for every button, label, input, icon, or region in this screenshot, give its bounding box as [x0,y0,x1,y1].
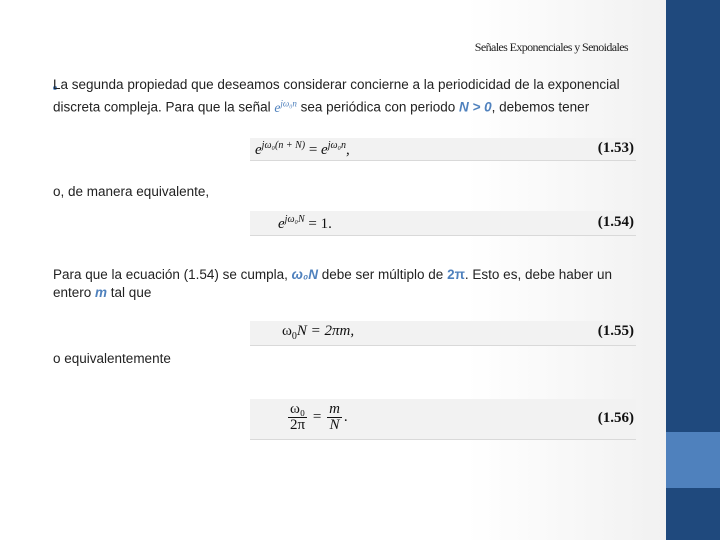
eq-1-56-equals: = [312,408,322,425]
equation-number-1-54: (1.54) [597,214,634,230]
equation-number-1-53: (1.53) [597,140,634,156]
paragraph-3-line-2 [53,284,151,302]
paragraph-1-line-1: La segunda propiedad que deseamos considerar concierne a la periodicidad de la exponencial [53,77,620,92]
eq-1-56-tail: . [343,408,348,425]
eq-1-53-equals: = [305,142,322,158]
paragraph-3-text-e: tal que [107,285,152,300]
equation-1-55-math [282,323,354,342]
eq-1-56-fraction-left [288,402,307,433]
paragraph-1-text-c: , debemos tener [491,99,590,115]
eq-1-53-rhs-exponent: jω₀n [327,140,347,151]
paragraph-1-text-a: discreta compleja. Para que la señal [53,99,275,115]
equation-1-54 [250,211,636,236]
eq-1-56-frac-right-den: N [329,417,340,433]
equation-number-1-56: (1.56) [597,410,634,426]
eq-1-54-lhs-exponent: jω₀N [284,214,305,225]
paragraph-1-text-b: sea periódica con periodo [296,99,459,115]
eq-1-53-lhs-base: e [255,142,262,158]
omega-n-term: ω₀N [291,267,318,282]
paragraph-3-text-d: entero [53,285,96,300]
two-pi-term: 2π [447,267,465,282]
eq-1-56-frac-left-den: 2π [290,417,306,433]
eq-1-55-omega: ω [282,323,292,339]
paragraph-2: o, de manera equivalente, [53,184,210,199]
equation-1-54-math [278,214,332,233]
signal-base: e [274,99,281,115]
paragraph-4: o equivalentemente [53,351,171,366]
eq-1-56-frac-right-num: m [329,401,340,417]
eq-1-54-rhs: = 1. [304,216,332,232]
sidebar-accent-block [666,432,720,488]
eq-1-55-subscript: 0 [291,331,297,342]
period-condition: N > 0 [458,99,492,115]
eq-1-55-rest: N = 2πm, [296,323,355,339]
paragraph-3-text-c: . Esto es, debe haber un [464,267,613,282]
integer-m: m [95,285,108,300]
eq-1-56-frac-left-num: ω₀ [290,401,306,417]
equation-1-53-math [255,140,350,159]
equation-1-55 [250,321,636,346]
signal-exponent: jω₀n [280,98,297,108]
eq-1-56-fraction-right [327,402,342,433]
paragraph-3-text-b: debe ser múltiplo de [317,267,448,282]
paragraph-3-line-1 [53,266,612,284]
eq-1-54-lhs-base: e [278,216,285,232]
equation-number-1-55: (1.55) [597,323,634,339]
signal-expression [274,100,296,115]
equation-1-56 [250,399,636,440]
slide-title: Señales Exponenciales y Senoidales [474,40,628,54]
eq-1-53-rhs-base: e [321,142,328,158]
equation-1-56-math [286,402,348,433]
eq-1-53-tail: , [346,142,350,158]
paragraph-3-text-a: Para que la ecuación (1.54) se cumpla, [53,267,292,282]
equation-1-53 [250,138,636,161]
eq-1-53-lhs-exponent: jω₀(n + N) [261,140,306,151]
paragraph-1-line-2 [53,94,589,117]
